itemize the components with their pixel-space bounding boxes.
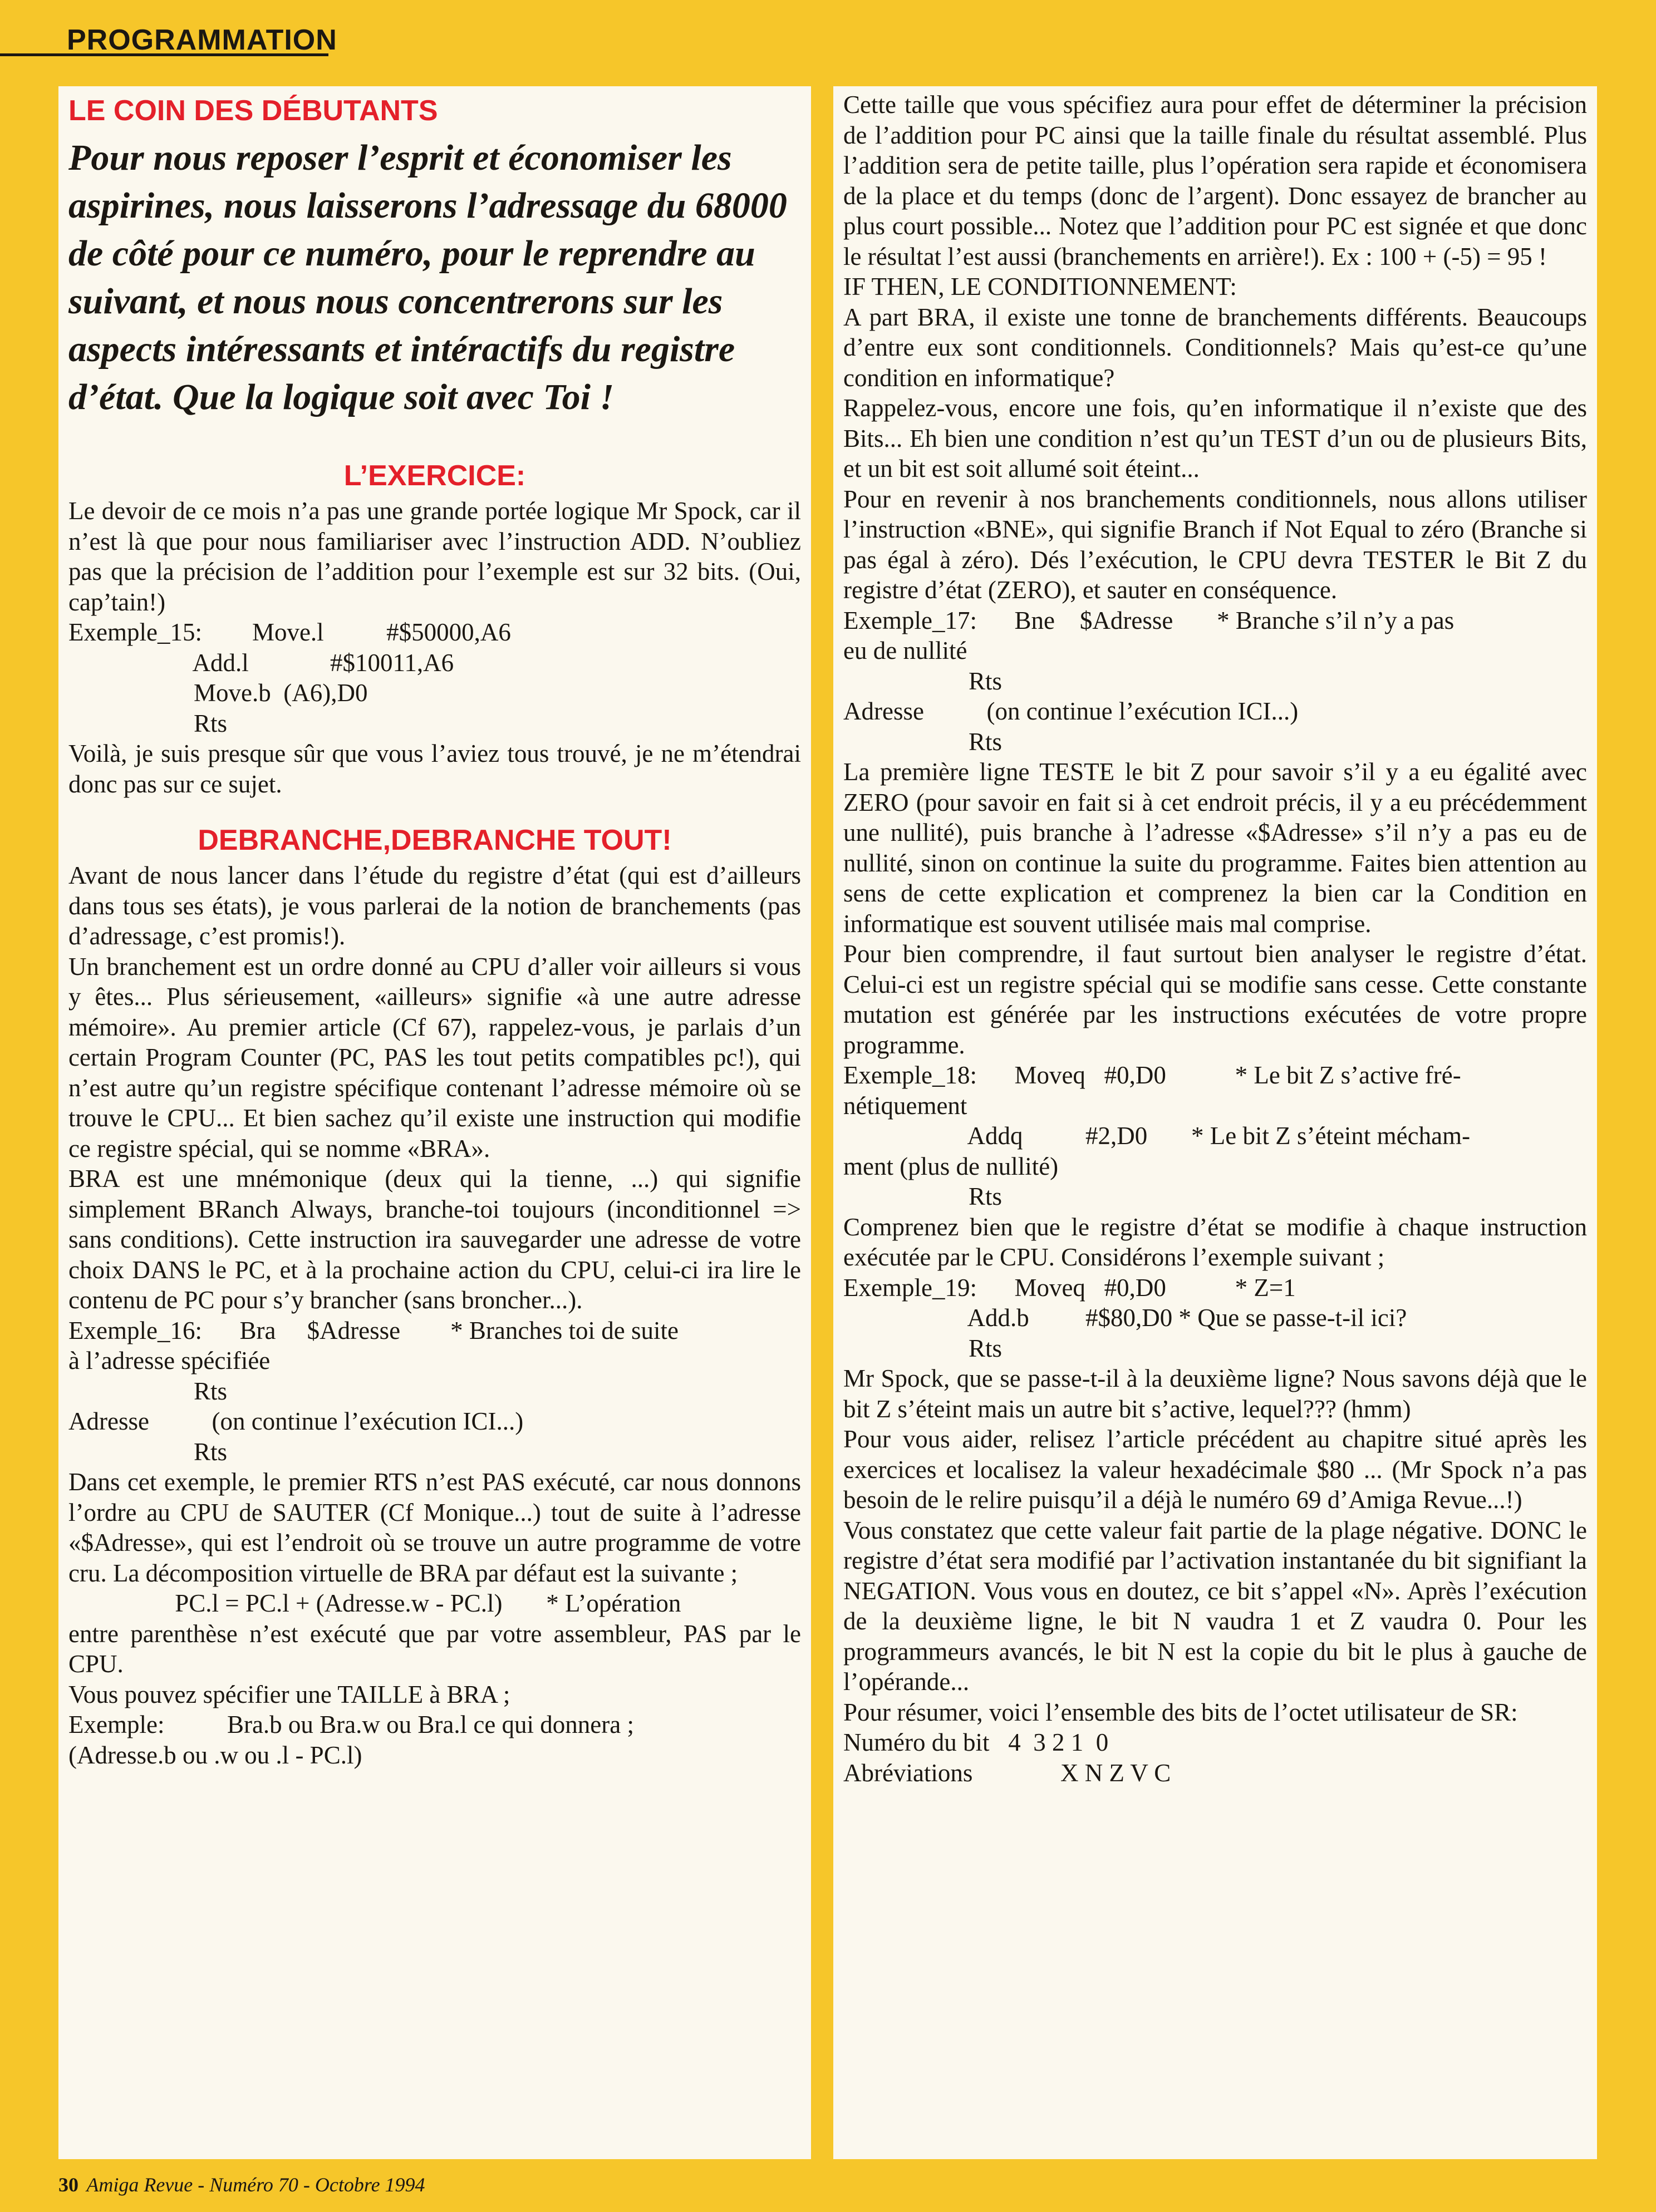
paragraph: Vous pouvez spécifier une TAILLE à BRA ; [68,1680,510,1708]
code-line: nétiquement [843,1091,967,1120]
code-line: Rts [843,727,1003,756]
code-line: Rts [68,709,228,737]
code-line: (Adresse.b ou .w ou .l - PC.l) [68,1741,362,1769]
code-line: Abréviations X N Z V C [843,1758,1171,1787]
code-line: Addq #2,D0 * Le bit Z s’éteint mécham- [843,1122,1471,1150]
right-column [833,86,1597,2159]
code-line: Rts [843,667,1003,695]
left-column [58,86,811,2159]
code-line: Rts [68,1437,228,1466]
branch-title: DEBRANCHE,DEBRANCHE TOUT! [198,824,672,856]
code-line: Exemple_17: Bne $Adresse * Branche s’il n’y a pas [843,606,1454,634]
intro-paragraph: Pour nous reposer l’esprit et économiser les aspirines, nous laisserons l’adressage du 68000 de côté pour ce numéro, pour le reprendre au suivant, et nous nous concentrerons sur les aspects intéressants et intéractifs du registre d’état. Que la logique soit avec Toi ! [68,137,787,417]
paragraph: Mr Spock, que se passe-t-il à la deuxième ligne? Nous savons déjà que le bit Z s’éteint mais un autre bit s’active, lequel??? (hmm) [843,1364,1587,1423]
paragraph: Cette taille que vous spécifiez aura pour effet de déterminer la précision de l’addition pour PC ainsi que la taille finale du résultat assemblé. Plus l’addition sera de petite taille, plus l’opération sera rapide et économisera de la place et du temps (donc de l’argent). Donc essayez de brancher au plus court possible... Notez que l’addition pour PC est signée et que donc le résultat l’est aussi (branchements en arrière!). Ex : 100 + (-5) = 95 ! [843,91,1587,270]
paragraph: Un branchement est un ordre donné au CPU d’aller voir ailleurs si vous y êtes... Plus sérieusement, «ailleurs» signifie «à une autre adresse mémoire». Au premier article (Cf 67), rappelez-vous, je parlais d’un certain Program Counter (PC, PAS les tout petits compatibles pc!), qui n’est autre qu’un registre spécifique contenant l’adresse mémoire où se trouve le CPU... Et bien sachez qu’il existe une instruction qui modifie ce registre spécial, qui se nomme «BRA». [68,952,801,1162]
code-line: Rts [843,1334,1003,1362]
code-line: Exemple_18: Moveq #0,D0 * Le bit Z s’active fré- [843,1061,1461,1089]
footer-text: Amiga Revue - Numéro 70 - Octobre 1994 [86,2174,425,2196]
code-line: Exemple_19: Moveq #0,D0 * Z=1 [843,1273,1296,1302]
paragraph: Dans cet exemple, le premier RTS n’est PAS exécuté, car nous donnons l’ordre au CPU de SAUTER (Cf Monique...) tout de suite à l’adresse «$Adresse», qui est l’endroit où se trouve un autre programme de votre cru. La décomposition virtuelle de BRA par défaut est la suivante ; [68,1468,801,1587]
paragraph: Pour bien comprendre, il faut surtout bien analyser le registre d’état. Celui-ci est un registre spécial qui se modifie sans cesse. Cette constante mutation est générée par les instructions exécutées de votre propre programme. [843,940,1587,1059]
page-number: 30 [58,2174,78,2196]
code-line: Exemple_15: Move.l #$50000,A6 [68,618,511,646]
code-line: Adresse (on continue l’exécution ICI...) [68,1407,524,1435]
code-line: eu de nullité [843,637,967,664]
code-line: Numéro du bit 4 3 2 1 0 [843,1728,1109,1756]
paragraph: Comprenez bien que le registre d’état se modifie à chaque instruction exécutée par le CPU. Considérons l’exemple suivant ; [843,1213,1587,1271]
code-line: Move.b (A6),D0 [68,679,368,707]
code-line: Exemple_16: Bra $Adresse * Branches toi de suite [68,1316,679,1344]
paragraph: Avant de nous lancer dans l’étude du registre d’état (qui est d’ailleurs dans tous ses états), je vous parlerai de la notion de branchements (pas d’adressage, c’est promis!). [68,861,801,950]
code-line: Add.l #$10011,A6 [68,648,454,677]
paragraph: A part BRA, il existe une tonne de branchements différents. Beaucoups d’entre eux sont conditionnels. Conditionnels? Mais qu’est-ce qu’une condition en informatique? [843,303,1587,392]
code-line: Exemple: Bra.b ou Bra.w ou Bra.l ce qui donnera ; [68,1711,634,1738]
paragraph: entre parenthèse n’est exécuté que par votre assembleur, PAS par le CPU. [68,1619,801,1678]
paragraph: Pour résumer, voici l’ensemble des bits de l’octet utilisateur de SR: [843,1698,1518,1726]
code-line: PC.l = PC.l + (Adresse.w - PC.l) * L’opération [68,1589,681,1617]
code-line: Rts [843,1183,1003,1210]
paragraph: Rappelez-vous, encore une fois, qu’en informatique il n’existe que des Bits... Eh bien une condition n’est qu’un TEST d’un ou de plusieurs Bits, et un bit est soit allumé soit éteint... [843,394,1587,482]
exercise-title: L’EXERCICE: [343,460,526,492]
paragraph: Vous constatez que cette valeur fait partie de la plage négative. DONC le registre d’état sera modifié par l’activation instantanée du bit signifiant la NEGATION. Vous vous en doutez, ce bit s’appel «N». Après l’exécution de la deuxième ligne, le bit N vaudra 1 et Z vaudra 0. Pour les programmeurs avancés, le bit N est la copie du bit le plus à gauche de l’opérande... [843,1516,1587,1696]
corner-title: LE COIN DES DÉBUTANTS [68,95,438,127]
page-footer [58,2173,425,2196]
code-line: Adresse (on continue l’exécution ICI...) [843,697,1299,725]
paragraph: Pour vous aider, relisez l’article précédent au chapitre situé après les exercices et localisez la valeur hexadécimale $80 ... (Mr Spock n’a pas besoin de le relire puisqu’il a déjà le numéro 69 d’Amiga Revue...!) [843,1425,1587,1514]
page-header [0,0,1656,61]
section-header: PROGRAMMATION [67,24,337,56]
code-line: à l’adresse spécifiée [68,1347,271,1375]
paragraph: BRA est une mnémonique (deux qui la tienne, ...) qui signifie simplement BRanch Always, branche-toi toujours (inconditionnel => sans conditions). Cette instruction ira sauvegarder une adresse de votre choix DANS le PC, et à la prochaine action du CPU, celui-ci ira lire le contenu de PC pour s’y brancher (sans broncher...). [68,1165,801,1314]
code-line: Add.b #$80,D0 * Que se passe-t-il ici? [843,1304,1407,1332]
code-line: Rts [68,1377,228,1405]
paragraph: Voilà, je suis presque sûr que vous l’aviez tous trouvé, je ne m’étendrai donc pas sur ce sujet. [68,740,801,798]
paragraph: Le devoir de ce mois n’a pas une grande portée logique Mr Spock, car il n’est là que pour nous familiariser avec l’instruction ADD. N’oubliez pas que la précision de l’addition pour l’exemple est sur 32 bits. (Oui, cap’tain!) [68,497,801,616]
subheading: IF THEN, LE CONDITIONNEMENT: [843,273,1237,300]
code-line: ment (plus de nullité) [843,1152,1059,1180]
paragraph: La première ligne TESTE le bit Z pour savoir s’il y a eu égalité avec ZERO (pour savoir en fait si à cet endroit précis, il y a eu précédemment une nullité), puis branche à l’adresse «$Adresse» s’il n’y a pas eu de nullité, sinon on continue la suite du programme. Faites bien attention au sens de cette explication et comprenez la bien car la Condition en informatique est souvent utilisée mais mal comprise. [843,758,1587,938]
paragraph: Pour en revenir à nos branchements conditionnels, nous allons utiliser l’instruction «BNE», qui signifie Branch if Not Equal to zéro (Branche si pas égal à zéro). Dés l’exécution, le CPU devra TESTER le Bit Z du registre d’état (ZERO), et sauter en conséquence. [843,485,1587,604]
